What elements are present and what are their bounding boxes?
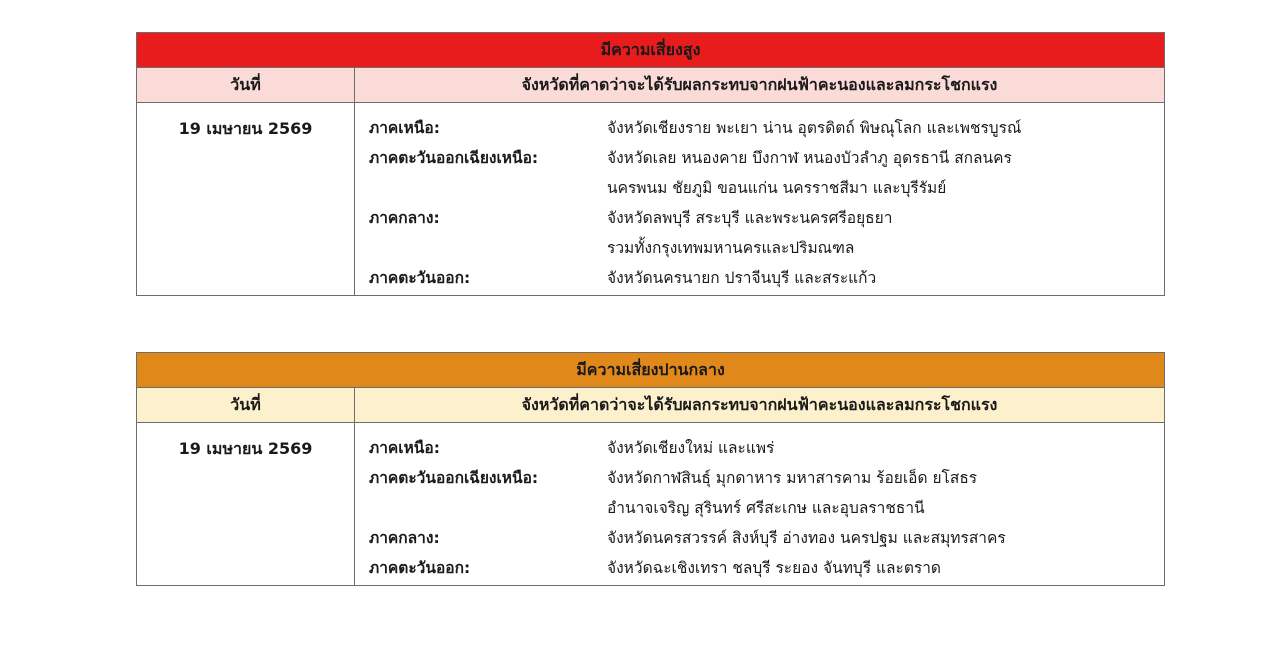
region-north: [369, 433, 1164, 463]
table-row: [137, 423, 1165, 586]
province-line: รวมทั้งกรุงเทพมหานครและปริมณฑล: [607, 239, 855, 257]
region-provinces: [607, 523, 1164, 553]
table-title-row: [137, 33, 1165, 68]
region-central: [369, 523, 1164, 553]
province-line: จังหวัดฉะเชิงเทรา ชลบุรี ระยอง จันทบุรี และตราด: [607, 559, 941, 577]
province-line: จังหวัดเลย หนองคาย บึงกาฬ หนองบัวลำภู อุดรธานี สกลนคร: [607, 149, 1012, 167]
high-risk-table: [136, 32, 1165, 296]
region-east: [369, 263, 1164, 293]
province-line: จังหวัดเชียงราย พะเยา น่าน อุตรดิตถ์ พิษณุโลก และเพชรบูรณ์: [607, 119, 1022, 137]
risk-level-title: มีความเสี่ยงสูง: [137, 33, 1165, 68]
province-line: จังหวัดกาฬสินธุ์ มุกดาหาร มหาสารคาม ร้อยเอ็ด ยโสธร: [607, 469, 978, 487]
region-provinces: [607, 463, 1164, 523]
risk-level-title: มีความเสี่ยงปานกลาง: [137, 353, 1165, 388]
region-name: ภาคตะวันออก:: [369, 559, 471, 577]
table-row: [137, 103, 1165, 296]
region-name: ภาคกลาง:: [369, 209, 440, 227]
province-line: นครพนม ชัยภูมิ ขอนแก่น นครราชสีมา และบุรีรัมย์: [607, 179, 947, 197]
medium-risk-table: [136, 352, 1165, 586]
regions-cell: [355, 423, 1165, 586]
region-provinces: [607, 263, 1164, 293]
region-east: [369, 553, 1164, 583]
region-north: [369, 113, 1164, 143]
area-column-header: จังหวัดที่คาดว่าจะได้รับผลกระทบจากฝนฟ้าคะนองและลมกระโชกแรง: [355, 388, 1165, 423]
region-provinces: [607, 433, 1164, 463]
province-line: จังหวัดลพบุรี สระบุรี และพระนครศรีอยุธยา: [607, 209, 893, 227]
region-name: ภาคเหนือ:: [369, 439, 440, 457]
region-northeast: [369, 463, 1164, 523]
region-name: ภาคเหนือ:: [369, 119, 440, 137]
region-provinces: [607, 113, 1164, 143]
region-name: ภาคตะวันออกเฉียงเหนือ:: [369, 149, 539, 167]
region-provinces: [607, 143, 1164, 203]
province-line: จังหวัดเชียงใหม่ และแพร่: [607, 439, 775, 457]
table-header-row: [137, 388, 1165, 423]
region-name: ภาคตะวันออก:: [369, 269, 471, 287]
date-cell: 19 เมษายน 2569: [137, 103, 355, 296]
date-column-header: วันที่: [137, 388, 355, 423]
region-provinces: [607, 203, 1164, 263]
regions-cell: [355, 103, 1165, 296]
region-northeast: [369, 143, 1164, 203]
region-central: [369, 203, 1164, 263]
region-provinces: [607, 553, 1164, 583]
region-name: ภาคกลาง:: [369, 529, 440, 547]
province-line: อำนาจเจริญ สุรินทร์ ศรีสะเกษ และอุบลราชธานี: [607, 499, 925, 517]
province-line: จังหวัดนครนายก ปราจีนบุรี และสระแก้ว: [607, 269, 877, 287]
region-name: ภาคตะวันออกเฉียงเหนือ:: [369, 469, 539, 487]
date-column-header: วันที่: [137, 68, 355, 103]
table-header-row: [137, 68, 1165, 103]
area-column-header: จังหวัดที่คาดว่าจะได้รับผลกระทบจากฝนฟ้าคะนองและลมกระโชกแรง: [355, 68, 1165, 103]
table-title-row: [137, 353, 1165, 388]
date-cell: 19 เมษายน 2569: [137, 423, 355, 586]
province-line: จังหวัดนครสวรรค์ สิงห์บุรี อ่างทอง นครปฐม และสมุทรสาคร: [607, 529, 1006, 547]
